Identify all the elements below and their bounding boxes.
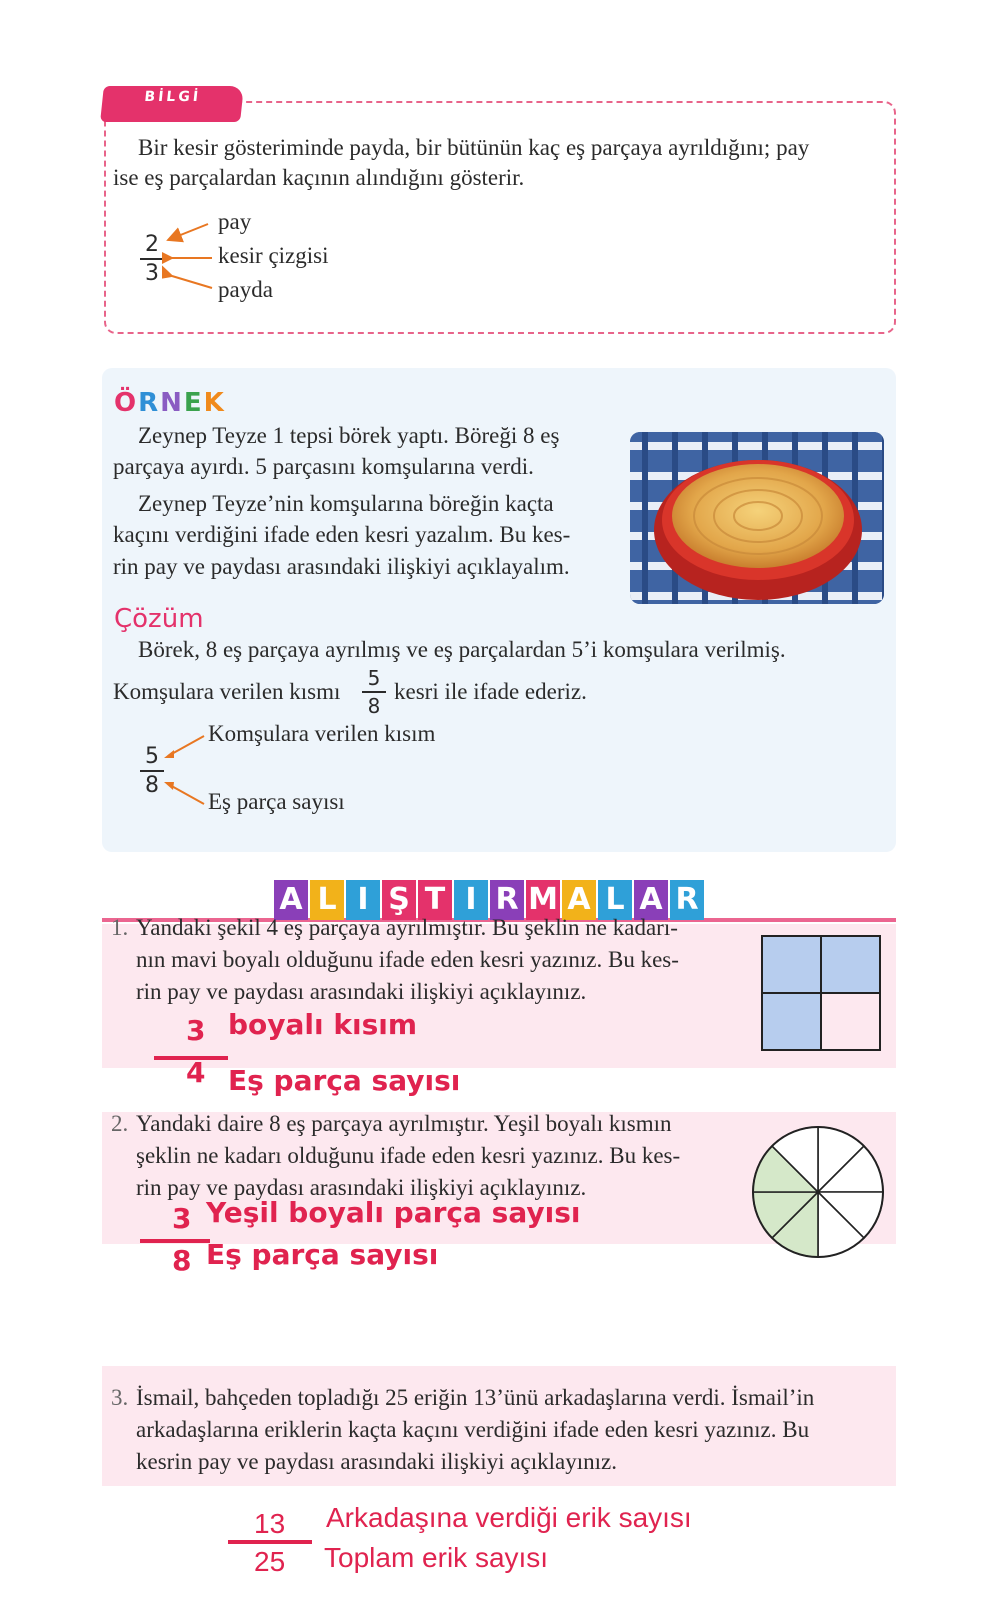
exercises-title-letter: L [598, 880, 632, 920]
inline-numerator: 5 [367, 666, 381, 690]
exercises-title-letter: M [526, 880, 560, 920]
fraction-bar [362, 691, 386, 693]
exercise-3-answer-den-label: Toplam erik sayısı [324, 1542, 549, 1573]
solution-title: Çözüm [114, 604, 204, 634]
label-payda: payda [218, 277, 273, 302]
exercise-2-line2: şeklin ne kadarı olduğunu ifade eden kesri yazınız. Bu kes- [136, 1143, 681, 1168]
example-title [114, 388, 226, 418]
square-4-parts-figure [760, 934, 884, 1054]
info-line-2: ise eş parçalardan kaçının alındığını gösterir. [113, 165, 525, 190]
exercises-title-letter: A [562, 880, 596, 920]
label-es-parca: Eş parça sayısı [208, 789, 345, 814]
exercise-2-answer-den-label: Eş parça sayısı [206, 1238, 439, 1271]
circle-8-parts-figure [750, 1124, 886, 1260]
exercise-3-number: 3. [111, 1385, 129, 1410]
exercise-2-number: 2. [111, 1111, 129, 1136]
exercise-3-answer-num: 13 [254, 1508, 286, 1539]
exercise-1-answer-den: 4 [186, 1056, 206, 1089]
exercises-title-letter: I [346, 880, 380, 920]
exercise-1-line3: rin pay ve paydası arasındaki ilişkiyi açıklayınız. [136, 979, 587, 1004]
exercises-title-letter: A [634, 880, 668, 920]
exercise-2-answer-num-label: Yeşil boyalı parça sayısı [206, 1196, 581, 1229]
exercise-2-answer-num: 3 [172, 1202, 192, 1235]
exercises-title-letter: R [670, 880, 704, 920]
exercise-3-line2: arkadaşlarına eriklerin kaçta kaçını verdiğini ifade eden kesri yazınız. Bu [136, 1417, 810, 1442]
solution-numerator: 5 [145, 744, 159, 769]
example-title-letter: Ö [114, 388, 139, 418]
info-line-1: Bir kesir gösteriminde payda, bir bütünün kaç eş parçaya ayrıldığını; pay [138, 135, 810, 160]
example-p1-line1: Zeynep Teyze 1 tepsi börek yaptı. Böreği 8 eş [138, 423, 560, 448]
exercise-2-answer-den: 8 [172, 1244, 192, 1277]
info-arrows-icon [162, 218, 218, 294]
example-title-letter: N [160, 388, 184, 418]
inline-denominator: 8 [367, 694, 381, 718]
example-p2-line1: Zeynep Teyze’nin komşularına böreğin kaçta [138, 491, 554, 516]
info-denominator: 3 [145, 261, 159, 286]
example-p2-line2: kaçını verdiğini ifade eden kesri yazalım. Bu kes- [113, 522, 571, 547]
exercises-title-letter: A [274, 880, 308, 920]
exercises-title-letter: L [310, 880, 344, 920]
example-p1-line2: parçaya ayırdı. 5 parçasını komşularına verdi. [113, 454, 534, 479]
exercise-1-line2: nın mavi boyalı olduğunu ifade eden kesri yazınız. Bu kes- [136, 947, 679, 972]
exercise-3-line3: kesrin pay ve paydası arasındaki ilişkiyi açıklayınız. [136, 1449, 617, 1474]
solution-line2a: Komşulara verilen kısmı [113, 679, 341, 704]
info-tab: BİLGİ [100, 86, 244, 122]
exercise-1-answer-num-label: boyalı kısım [228, 1008, 418, 1041]
solution-line1: Börek, 8 eş parçaya ayrılmış ve eş parçalardan 5’i komşulara verilmiş. [138, 637, 786, 662]
exercise-1-line1: Yandaki şekil 4 eş parçaya ayrılmıştır. Bu şeklin ne kadarı- [136, 915, 678, 940]
label-komsulara: Komşulara verilen kısım [208, 721, 436, 746]
info-numerator: 2 [145, 232, 159, 257]
borek-image-icon [630, 432, 884, 604]
exercise-2-fraction-bar [140, 1239, 210, 1243]
exercise-1-answer-den-label: Eş parça sayısı [228, 1064, 461, 1097]
exercises-title-letter: Ş [382, 880, 416, 920]
exercise-3-answer-den: 25 [254, 1546, 286, 1577]
label-kesir-cizgisi: kesir çizgisi [218, 243, 329, 268]
exercise-1-number: 1. [111, 915, 129, 940]
solution-line2b: kesri ile ifade ederiz. [394, 679, 587, 704]
solution-arrows-icon [160, 730, 210, 810]
exercise-3-line1: İsmail, bahçeden topladığı 25 eriğin 13’ünü arkadaşlarına verdi. İsmail’in [136, 1385, 815, 1410]
exercise-3-fraction-bar [228, 1540, 312, 1544]
exercises-title-letter: T [418, 880, 452, 920]
exercises-title-letter: I [454, 880, 488, 920]
info-fraction [140, 232, 164, 286]
exercise-1-answer-num: 3 [186, 1014, 206, 1047]
exercise-2-line3: rin pay ve paydası arasındaki ilişkiyi açıklayınız. [136, 1175, 587, 1200]
borek-photo [630, 432, 884, 604]
example-title-letter: E [183, 388, 204, 418]
label-pay: pay [218, 209, 252, 234]
example-title-letter: K [203, 388, 226, 418]
solution-inline-fraction [362, 666, 386, 718]
exercise-3-answer-num-label: Arkadaşına verdiği erik sayısı [326, 1502, 692, 1533]
exercise-2-line1: Yandaki daire 8 eş parçaya ayrılmıştır. Yeşil boyalı kısmın [136, 1111, 672, 1136]
exercises-title-letter: R [490, 880, 524, 920]
example-title-letter: R [138, 388, 161, 418]
solution-denominator: 8 [145, 773, 159, 798]
example-p2-line3: rin pay ve paydası arasındaki ilişkiyi açıklayalım. [113, 554, 570, 579]
fraction-bar [140, 258, 164, 260]
